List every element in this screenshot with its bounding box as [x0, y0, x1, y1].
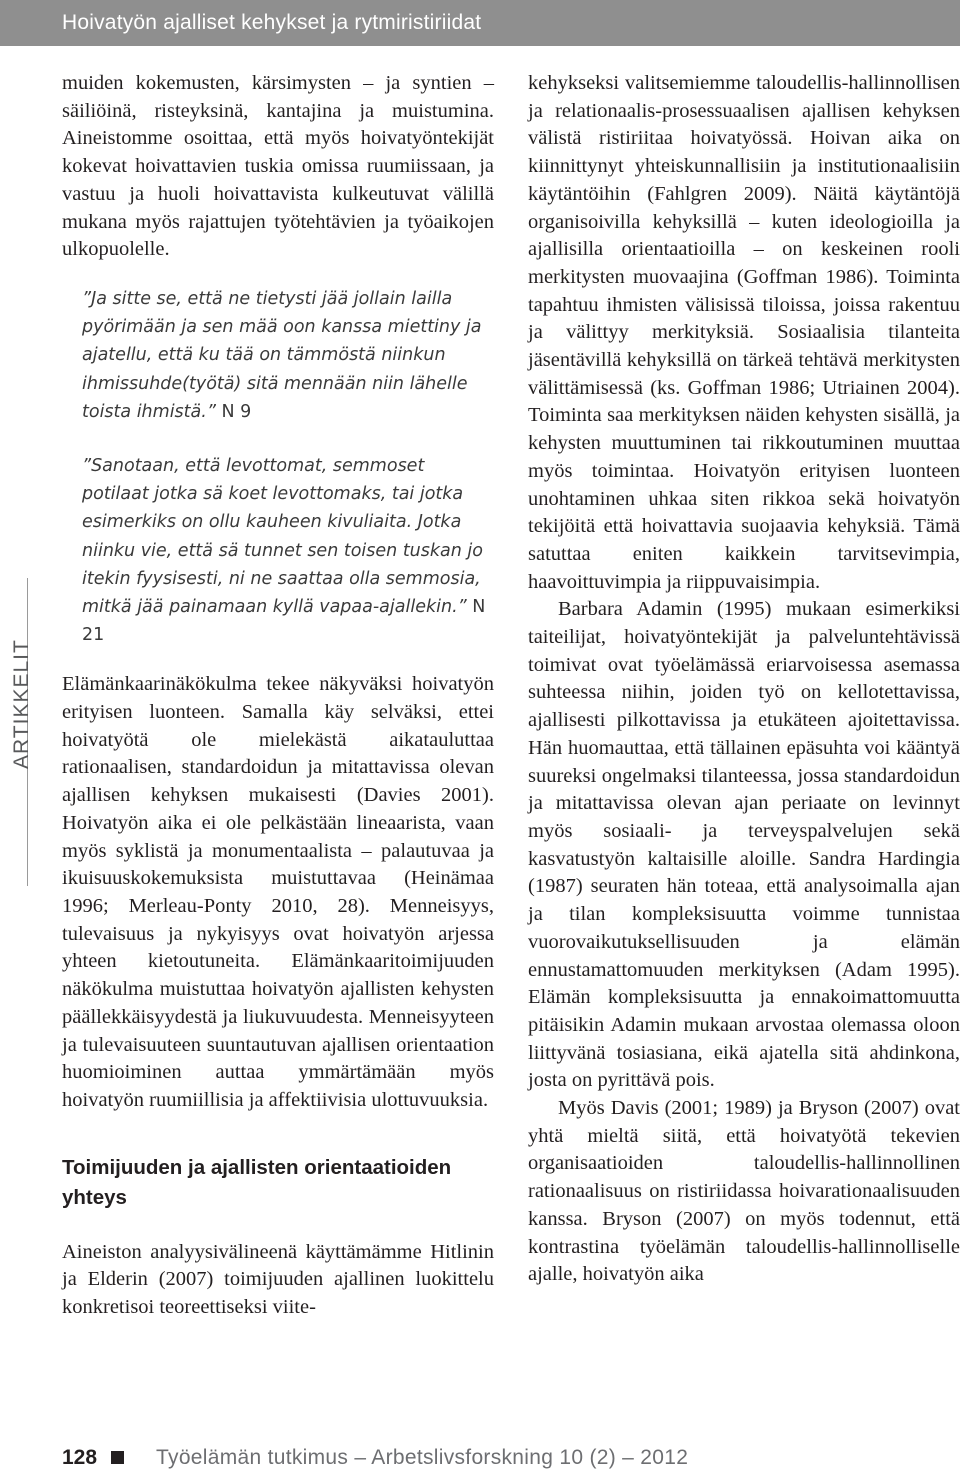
running-header-title: Hoivatyön ajalliset kehykset ja rytmiristiriidat [62, 11, 482, 34]
body-paragraph: Myös Davis (2001; 1989) ja Bryson (2007) ovat yhtä mieltä siitä, että hoivatyötä tekevien organisaatioiden taloudellis-hallinnollinen rationaalisuus on ristiriidassa hoivarationaalisuuden kanssa. Bryson (2007) on myös todennut, että kontrastina työelämän taloudellis-hallinnolliselle ajalle, hoivatyön aika [528, 1097, 960, 1286]
interview-quote [62, 452, 494, 649]
section-label: ARTIKKELIT [10, 639, 33, 769]
section-heading: Toimijuuden ja ajallisten orientaatioiden yhteys [62, 1155, 452, 1209]
body-paragraph: Elämänkaarinäkökulma tekee näkyväksi hoivatyön erityisen luonteen. Samalla käy selväksi, ettei hoivatyötä ole mielekästä aikatauluttaa rationaalisen, standardoidun ja mitattavissa olevan ajallisen kehyksen mukaisesti (Davies 2001). Hoivatyön aika ei ole pelkästään lineaarista, vaan myös syklistä ja monumentaalista – palautuvaa ja ikuisuuskokemuksista muistuttavaa (Heinämaa 1996; Merleau-Ponty 2010, 28). Menneisyys, tulevaisuus ja nykyisyys ovat hoivatyön arjessa yhteen kietoutuneita. Elämänkaaritoimijuuden näkökulma muistuttaa hoivatyön ajallisten kehysten päällekkäisyydestä ja liukuvuudesta. Menneisyyteen ja tulevaisuuteen suuntautuvan ajallisen orientaation huomioiminen auttaa ymmärtämään myös hoivatyön ruumiillisia ja affektiivisia ulottuvuuksia. [62, 673, 494, 1111]
interviewee-code: N 21 [82, 596, 486, 646]
interviewee-code: N 9 [221, 401, 252, 422]
right-column [528, 70, 960, 1289]
body-paragraph: muiden kokemusten, kärsimysten – ja syntien – säiliöinä, risteyksinä, kantajina ja muistumina. Aineistomme osoittaa, että myös hoivatyöntekijät kokevat hoivattavien tuskia omissa ruumiissaan, ja vastuu ja huoli hoivattavista kulkeutuvat välillä mukana myös rajattujen työtehtävien ja työaikojen ulkopuolelle. [62, 72, 494, 261]
interview-quote [62, 285, 494, 426]
journal-citation: Työelämän tutkimus – Arbetslivsforskning 10 (2) – 2012 [156, 1446, 689, 1469]
left-column [62, 70, 494, 1322]
body-paragraph: Aineiston analyysivälineenä käyttämämme Hitlinin ja Elderin (2007) toimijuuden ajallinen luokittelu konkretisoi teoreettiseksi viite- [62, 1240, 494, 1319]
body-paragraph: Barbara Adamin (1995) mukaan esimerkiksi taiteilijat, hoivatyöntekijät ja palveluntehtävissä toimivat ovat työelämässä eriarvoisessa asemassa suhteessa niihin, joiden työ on kellotettavissa, ajallisesti pilkottavissa ja etukäteen ajoitettavissa. Hän huomauttaa, että tällainen epäsuhta voi kääntyä suureksi ongelmaksi tilanteessa, jossa standardoidun ja mitattavissa olevan ajan periaate on levinnyt myös sosiaali- ja terveyspalvelujen sekä kasvatustyön kaltaisille aloille. Sandra Hardingia (1987) seuraten hän toteaa, että analysoimalla ajan ja tilan kompleksisuutta voimme tunnistaa vuorovaikutuksellisuuden ja elämän ennustamattomuuden merkityksen (Adam 1995). Elämän kompleksisuutta ja ennakoimattomuutta pitäisikin Adamin mukaan arvostaa olemassa oloon liittyvänä tosiasiana, eikä ajatella sitä ahdinkona, josta on pyrittävä pois. [528, 598, 960, 1092]
footer-square-icon [111, 1451, 124, 1464]
body-paragraph: kehykseksi valitsemiemme taloudellis-hallinnollisen ja relationaalis-prosessuaalisen ajallisen kehyksen välistä ristiriitaa hoivatyössä. Hoivan aika on kiinnittynyt yhteiskunnallisiin ja institutionaalisiin käytäntöihin (Fahlgren 2009). Näitä käytäntöjä organisoivilla kehyksillä – kuten ideologioilla ja ajallisilla orientaatioilla – on keskeinen rooli merkitysten muovaajina (Goffman 1986). Toiminta tapahtuu ihmisten välisissä tiloissa, joissa rakentuu ja välittyy merkityksiä. Sosiaalisia tilanteita jäsentävillä kehyksillä on tärkeä tehtävä merkitysten välittämisessä (ks. Goffman 1986; Utriainen 2004). Toiminta saa merkityksen näiden kehysten sisällä, ja kehysten muuttuminen tai rikkoutuminen muuttaa myös toimintaa. Hoivatyön erityisen luonteen unohtaminen uhkaa siten rikkoa sekä hoivatyön tekijöitä että hoivattavia suojaavia kehyksiä. Tämä satuttaa eniten kaikkein tarvitsevimpia, haavoittuvimpia ja riippuvaisimpia. [528, 72, 960, 593]
quote-text: ”Ja sitte se, että ne tietysti jää jollain lailla pyörimään ja sen mää oon kanssa miettiny ja ajatellu, että ku tää on tämmöstä niinkun ihmissuhde(työtä) sitä mennään niin lähelle toista ihmistä.” [82, 288, 482, 422]
page-footer [62, 1443, 688, 1473]
running-header-bar [0, 0, 960, 46]
quote-text: ”Sanotaan, että levottomat, semmoset potilaat jotka sä koet levottomaks, tai jotka esimerkiks on ollu kauheen kivuliaita. Jotka niinku vie, että sä tunnet sen toisen tuskan jo itekin fyysisesti, ni ne saattaa olla semmosia, mitkä jää painamaan kyllä vapaa-ajallekin.” [82, 455, 483, 617]
page-number: 128 [62, 1446, 98, 1469]
